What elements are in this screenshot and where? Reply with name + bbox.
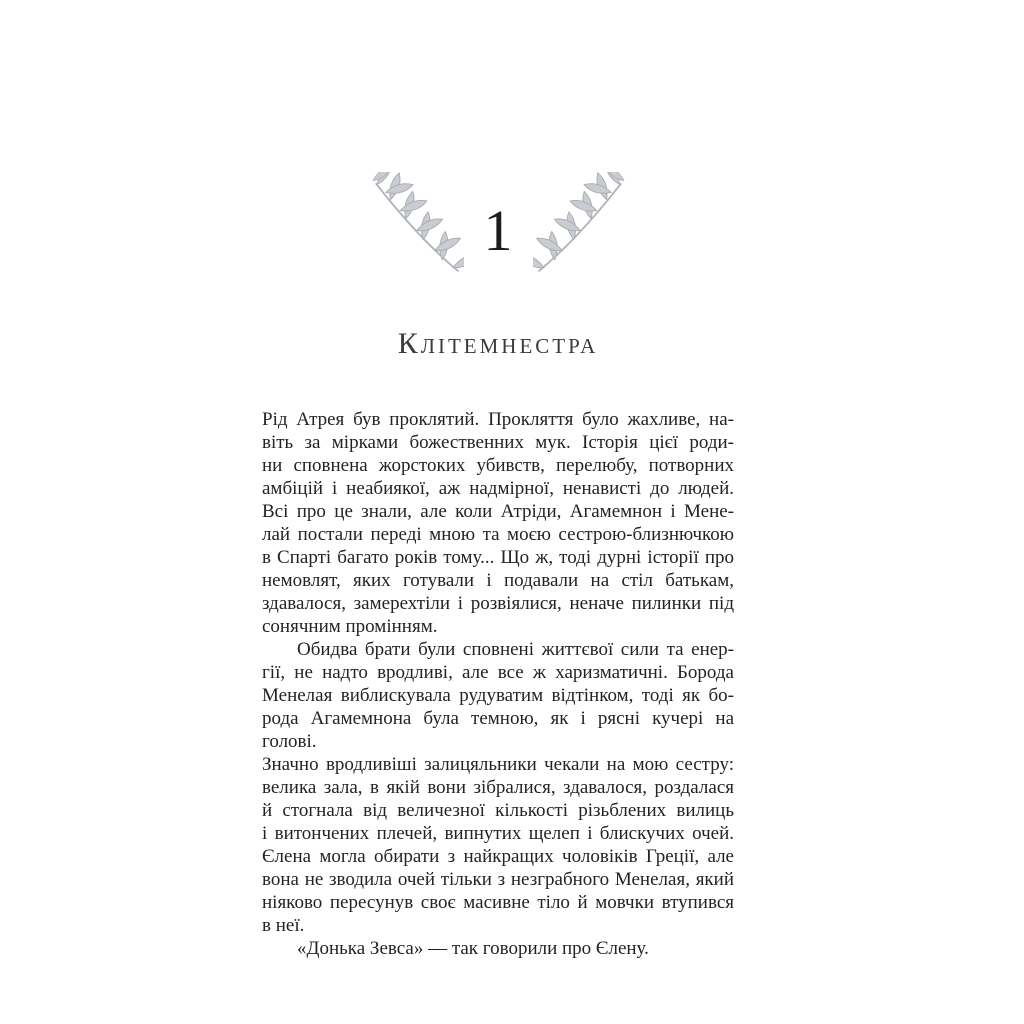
chapter-title-rest: ЛІТЕМНЕСТРА <box>420 334 599 358</box>
text-line: немовлят, яких готували і подавали на стіл батькам, <box>262 570 734 591</box>
text-line: здавалося, замерехтіли і розвіялися, неначе пилинки під <box>262 593 734 614</box>
chapter-title <box>262 326 734 362</box>
text-line: Єлена могла обирати з найкращих чоловіків Греції, але <box>262 846 734 867</box>
text-line: віть за мірками божественних мук. Історія цієї роди- <box>262 432 734 453</box>
text-line: Рід Атрея був проклятий. Прокляття було жахливе, на- <box>262 409 734 430</box>
text-line: в неї. <box>262 915 305 936</box>
text-line: в Спарті багато років тому... Що ж, тоді дурні історії про <box>262 547 734 568</box>
text-line: сонячним промінням. <box>262 616 438 637</box>
body-text <box>262 408 734 960</box>
chapter-number: 1 <box>483 198 513 263</box>
text-line: й стогнала від величезної кількості різьблених вилиць <box>262 800 734 821</box>
text-line: ніяково пересунув своє масивне тіло й мовчки втупився <box>262 892 734 913</box>
text-line: «Донька Зевса» — так говорили про Єлену. <box>297 938 649 959</box>
text-line: амбіцій і неабиякої, аж надмірної, ненависті до людей. <box>262 478 734 499</box>
text-line: Всі про це знали, але коли Атріди, Агамемнон і Мене- <box>262 501 734 522</box>
text-line: вона не зводила очей тільки з незграбного Менелая, який <box>262 869 734 890</box>
text-line: Значно вродливіші залицяльники чекали на мою сестру: <box>262 754 734 775</box>
text-line: Обидва брати були сповнені життєвої сили та енер- <box>297 639 734 660</box>
text-line: і витончених плечей, випнутих щелеп і блискучих очей. <box>262 823 734 844</box>
text-line: ни сповнена жорстоких убивств, перелюбу, потворних <box>262 455 734 476</box>
text-line: Менелая виблискувала рудуватим відтінком, тоді як бо- <box>262 685 734 706</box>
text-line: лай постали переді мною та моєю сестрою-близнючкою <box>262 524 734 545</box>
text-line: гії, не надто вродливі, але все ж харизматичні. Борода <box>262 662 734 683</box>
laurel-branch-left-icon <box>364 172 464 280</box>
text-line: рода Агамемнона була темною, як і рясні кучері на голові. <box>262 708 734 752</box>
chapter-title-initial: К <box>397 327 421 360</box>
text-line: велика зала, в якій вони зібралися, здавалося, роздалася <box>262 777 734 798</box>
laurel-branch-right-icon <box>533 172 633 280</box>
chapter-ornament <box>262 0 734 280</box>
